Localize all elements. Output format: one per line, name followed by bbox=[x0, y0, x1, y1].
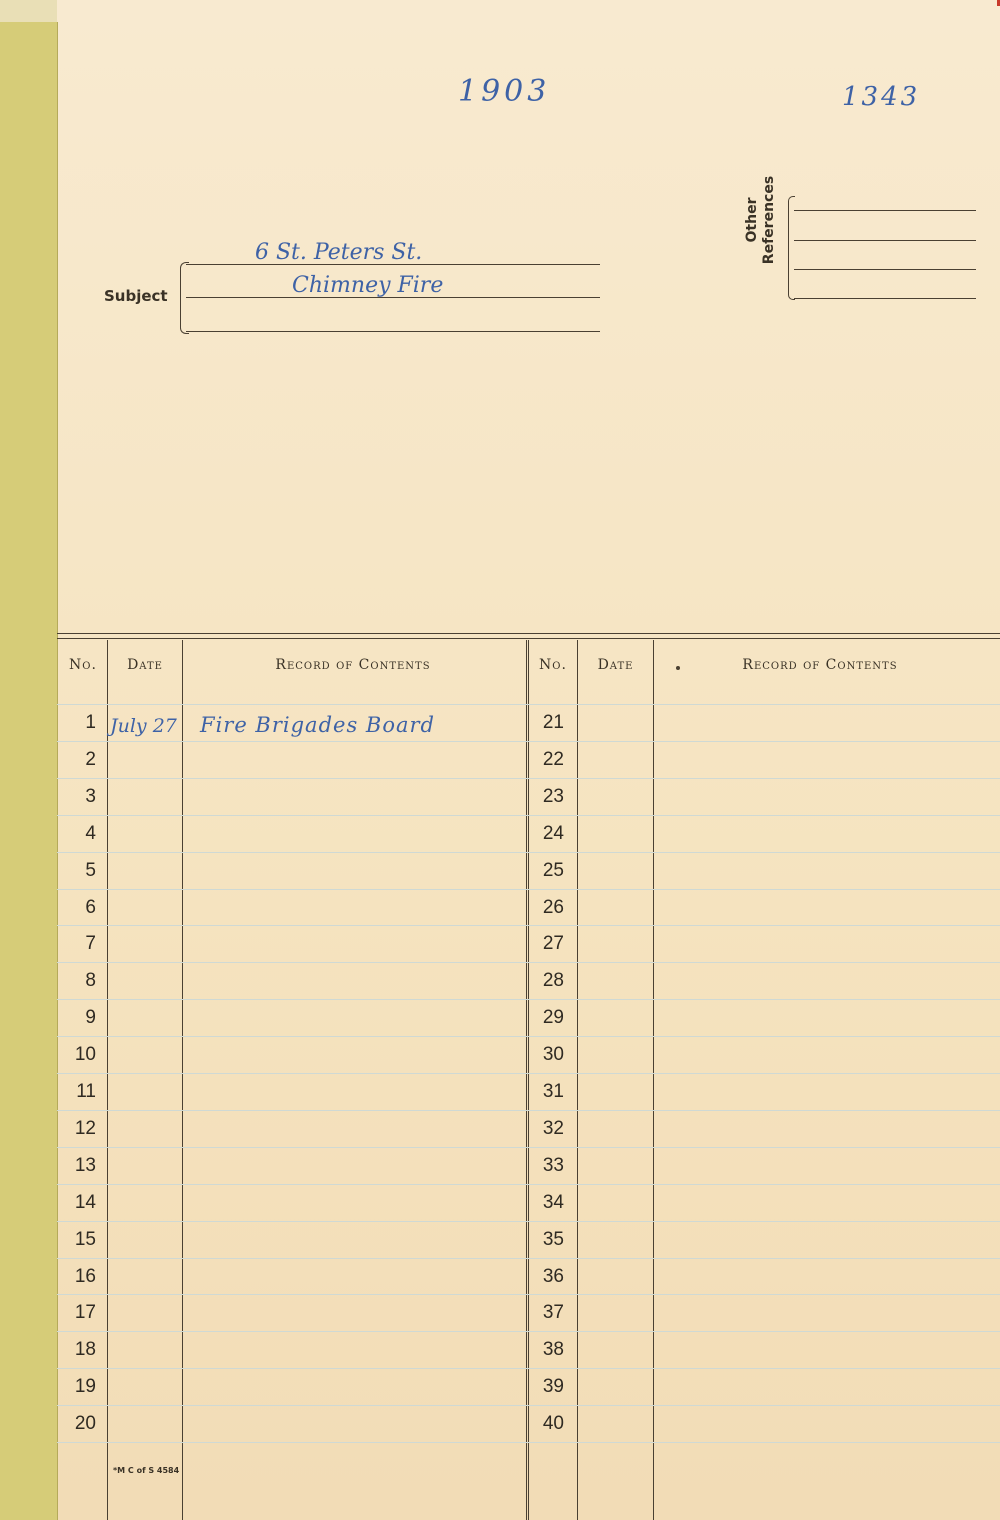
subject-brace bbox=[180, 262, 189, 334]
row-number-left: 20 bbox=[74, 1413, 96, 1435]
header-date-left: Date bbox=[127, 657, 163, 673]
row-number-right: 40 bbox=[542, 1413, 564, 1435]
row-ruling bbox=[57, 815, 1000, 816]
row-ruling bbox=[57, 1258, 1000, 1259]
row-ruling bbox=[57, 1184, 1000, 1185]
row-number-left: 14 bbox=[74, 1191, 96, 1213]
column-divider-date-record-left bbox=[182, 640, 183, 1520]
other-references-label-line2: References bbox=[761, 175, 777, 265]
column-divider-no-date-right bbox=[577, 640, 578, 1520]
row-number-right: 37 bbox=[542, 1302, 564, 1324]
row-number-left: 10 bbox=[74, 1044, 96, 1066]
header-record-left: Record of Contents bbox=[275, 657, 431, 673]
reference-line-1 bbox=[794, 210, 976, 211]
subject-label: Subject bbox=[104, 287, 168, 305]
header-no-left: No. bbox=[69, 657, 97, 673]
row-number-left: 16 bbox=[74, 1265, 96, 1287]
row-number-left: 13 bbox=[74, 1154, 96, 1176]
column-divider-date-record-right bbox=[653, 640, 654, 1520]
row-number-right: 24 bbox=[542, 822, 564, 844]
column-divider-no-date-left bbox=[107, 640, 108, 1520]
row-number-left: 3 bbox=[85, 785, 96, 807]
row-ruling bbox=[57, 1110, 1000, 1111]
header-no-right: No. bbox=[539, 657, 567, 673]
reference-line-4 bbox=[794, 298, 976, 299]
spine-top bbox=[0, 0, 57, 22]
row-number-right: 27 bbox=[542, 933, 564, 955]
row-ruling bbox=[57, 1405, 1000, 1406]
row-number-left: 15 bbox=[74, 1228, 96, 1250]
row-number-right: 36 bbox=[542, 1265, 564, 1287]
row-number-left: 2 bbox=[85, 748, 96, 770]
row-number-left: 1 bbox=[85, 712, 96, 733]
row-number-right: 35 bbox=[542, 1228, 564, 1250]
subject-text-line1: 6 St. Peters St. bbox=[255, 240, 423, 265]
file-number: 1343 bbox=[842, 82, 921, 112]
row-number-left: 8 bbox=[85, 970, 96, 992]
subject-line-3 bbox=[186, 331, 600, 332]
file-year: 1903 bbox=[458, 74, 551, 109]
row-number-right: 31 bbox=[542, 1081, 564, 1102]
row-ruling bbox=[57, 889, 1000, 890]
row-number-left: 11 bbox=[76, 1081, 96, 1102]
row-number-right: 26 bbox=[542, 896, 564, 918]
row-ruling bbox=[57, 1368, 1000, 1369]
row-number-right: 33 bbox=[542, 1154, 564, 1176]
row-number-right: 28 bbox=[542, 970, 564, 992]
row-ruling bbox=[57, 925, 1000, 926]
table-top-rule bbox=[57, 633, 1000, 634]
row-number-left: 9 bbox=[85, 1007, 96, 1029]
subject-text-line2: Chimney Fire bbox=[292, 273, 444, 298]
row-ruling bbox=[57, 1294, 1000, 1295]
row-number-right: 30 bbox=[542, 1044, 564, 1066]
row-number-left: 5 bbox=[85, 859, 96, 881]
row-number-left: 18 bbox=[74, 1339, 96, 1361]
row-number-left: 7 bbox=[85, 933, 96, 955]
row-number-left: 6 bbox=[85, 896, 96, 918]
row-ruling bbox=[57, 778, 1000, 779]
row-number-right: 25 bbox=[542, 859, 564, 881]
row-ruling bbox=[57, 1036, 1000, 1037]
row-ruling bbox=[57, 1073, 1000, 1074]
row-ruling bbox=[57, 1331, 1000, 1332]
row-number-right: 32 bbox=[542, 1117, 564, 1139]
references-brace bbox=[788, 196, 795, 300]
row-number-right: 23 bbox=[542, 785, 564, 807]
other-references-label-line1: Other bbox=[744, 197, 760, 243]
header-record-right: Record of Contents bbox=[742, 657, 898, 673]
row-ruling bbox=[57, 741, 1000, 742]
reference-line-3 bbox=[794, 269, 976, 270]
reference-line-2 bbox=[794, 240, 976, 241]
form-code: *M C of S 4584 bbox=[113, 1466, 180, 1475]
row-number-right: 39 bbox=[542, 1376, 564, 1398]
row-ruling bbox=[57, 852, 1000, 853]
row-number-right: 38 bbox=[542, 1339, 564, 1361]
row-ruling bbox=[57, 1442, 1000, 1443]
row-ruling bbox=[57, 962, 1000, 963]
row-number-right: 34 bbox=[542, 1191, 564, 1213]
row-ruling bbox=[57, 1147, 1000, 1148]
entry-1-date: July 27 bbox=[110, 715, 177, 737]
row-number-left: 19 bbox=[74, 1376, 96, 1398]
row-number-right: 21 bbox=[542, 712, 564, 733]
header-dot-mark bbox=[676, 666, 680, 670]
header-date-right: Date bbox=[597, 657, 634, 673]
row-ruling bbox=[57, 999, 1000, 1000]
other-references-label bbox=[744, 170, 778, 270]
row-number-left: 17 bbox=[74, 1302, 96, 1324]
row-number-right: 29 bbox=[542, 1007, 564, 1029]
entry-1-record: Fire Brigades Board bbox=[200, 713, 435, 737]
binding-spine bbox=[0, 22, 58, 1520]
row-number-left: 12 bbox=[74, 1117, 96, 1139]
row-number-right: 22 bbox=[542, 748, 564, 770]
row-number-left: 4 bbox=[85, 822, 96, 844]
table-top-rule-inner bbox=[57, 638, 1000, 639]
row-ruling bbox=[57, 1221, 1000, 1222]
row-ruling bbox=[57, 704, 1000, 705]
